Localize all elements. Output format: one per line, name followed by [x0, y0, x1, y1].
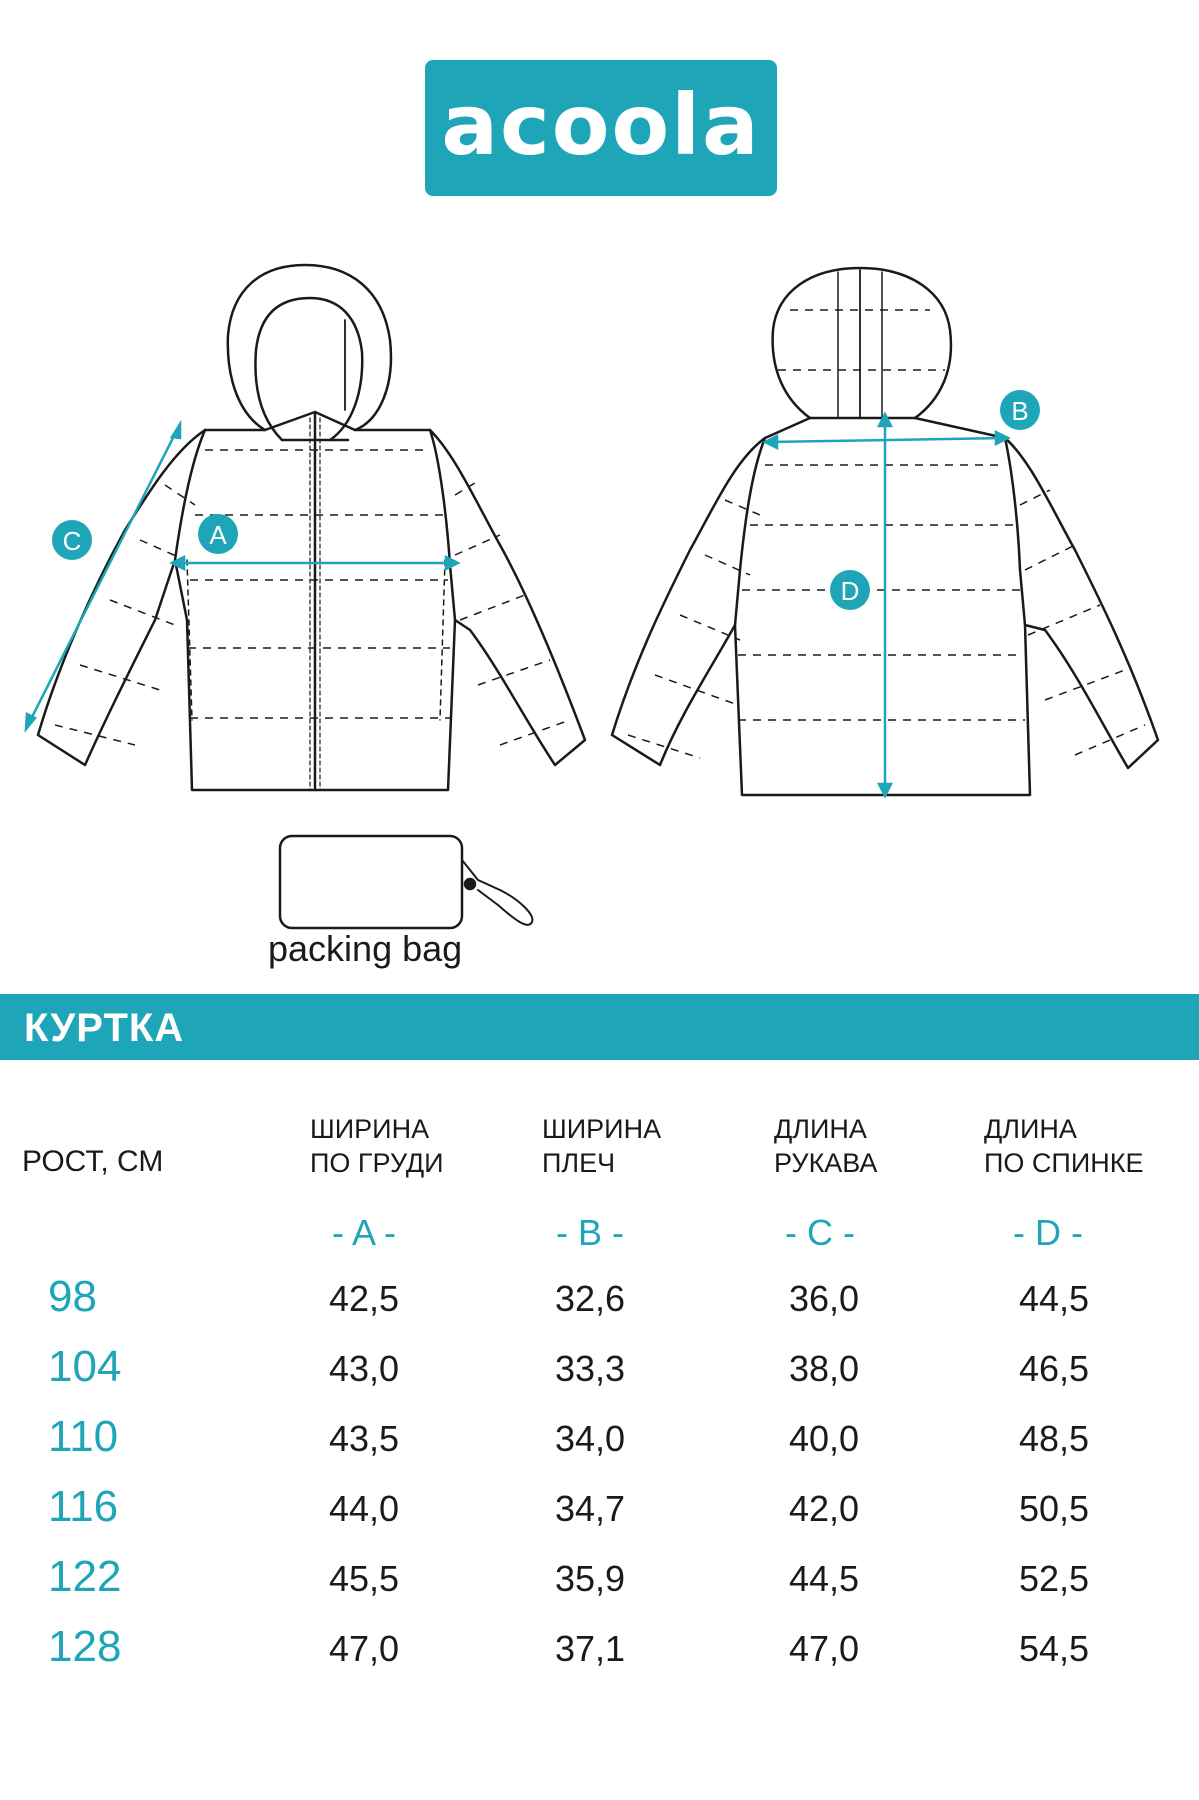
- size-value: 104: [48, 1342, 122, 1391]
- size-value: 128: [48, 1622, 122, 1671]
- column-letter-b: - B -: [556, 1212, 624, 1253]
- value-chest: 44,0: [328, 1488, 400, 1529]
- brand-logo: [425, 60, 777, 196]
- marker-d-label: D: [840, 576, 860, 606]
- value-sleeve: 40,0: [788, 1418, 860, 1459]
- size-value: 116: [48, 1482, 119, 1531]
- size-value: 98: [48, 1272, 97, 1321]
- value-back-length: 54,5: [1018, 1628, 1090, 1669]
- value-shoulders: 34,7: [554, 1488, 626, 1529]
- back-hood: [773, 268, 951, 418]
- value-sleeve: 47,0: [788, 1628, 860, 1669]
- column-header-shoulders: ШИРИНА ПЛЕЧ: [542, 1114, 662, 1178]
- value-shoulders: 35,9: [554, 1558, 626, 1599]
- column-letter-c: - C -: [785, 1212, 855, 1253]
- back-body: [735, 418, 1030, 795]
- column-letter-d: - D -: [1013, 1212, 1083, 1253]
- column-header-sleeve: ДЛИНА РУКАВА: [774, 1114, 878, 1178]
- value-chest: 43,0: [328, 1348, 400, 1389]
- measure-line-c: [28, 428, 178, 725]
- packing-bag-label: packing bag: [268, 928, 463, 969]
- column-header-back-length: ДЛИНА ПО СПИНКЕ: [984, 1114, 1144, 1178]
- section-bar: [0, 994, 1199, 1060]
- size-value: 122: [48, 1552, 122, 1601]
- column-header-chest: ШИРИНА ПО ГРУДИ: [310, 1114, 444, 1178]
- value-sleeve: 44,5: [788, 1558, 860, 1599]
- packing-bag-outline: [280, 836, 462, 928]
- value-sleeve: 38,0: [788, 1348, 860, 1389]
- size-column-header: РОСТ, СМ: [22, 1145, 164, 1178]
- value-back-length: 44,5: [1018, 1278, 1090, 1319]
- value-chest: 42,5: [328, 1278, 400, 1319]
- value-chest: 43,5: [328, 1418, 400, 1459]
- back-left-sleeve: [612, 438, 765, 765]
- marker-c-label: C: [62, 526, 82, 556]
- value-back-length: 46,5: [1018, 1348, 1090, 1389]
- measure-line-b: [768, 438, 1005, 442]
- jacket-diagram: [0, 250, 1199, 970]
- marker-a-label: A: [209, 520, 227, 550]
- column-letter-a: - A -: [331, 1212, 397, 1253]
- front-hood: [228, 265, 391, 430]
- front-left-sleeve: [38, 430, 205, 765]
- value-shoulders: 33,3: [554, 1348, 626, 1389]
- value-sleeve: 36,0: [788, 1278, 860, 1319]
- marker-b-label: B: [1011, 396, 1029, 426]
- value-back-length: 48,5: [1018, 1418, 1090, 1459]
- value-shoulders: 37,1: [554, 1628, 626, 1669]
- value-shoulders: 34,0: [554, 1418, 626, 1459]
- section-title: КУРТКА: [24, 1006, 185, 1050]
- value-back-length: 50,5: [1018, 1488, 1090, 1529]
- brand-logo-text: acoola: [441, 76, 761, 174]
- value-shoulders: 32,6: [554, 1278, 626, 1319]
- size-value: 110: [48, 1412, 119, 1461]
- value-chest: 47,0: [328, 1628, 400, 1669]
- value-sleeve: 42,0: [788, 1488, 860, 1529]
- value-back-length: 52,5: [1018, 1558, 1090, 1599]
- value-chest: 45,5: [328, 1558, 400, 1599]
